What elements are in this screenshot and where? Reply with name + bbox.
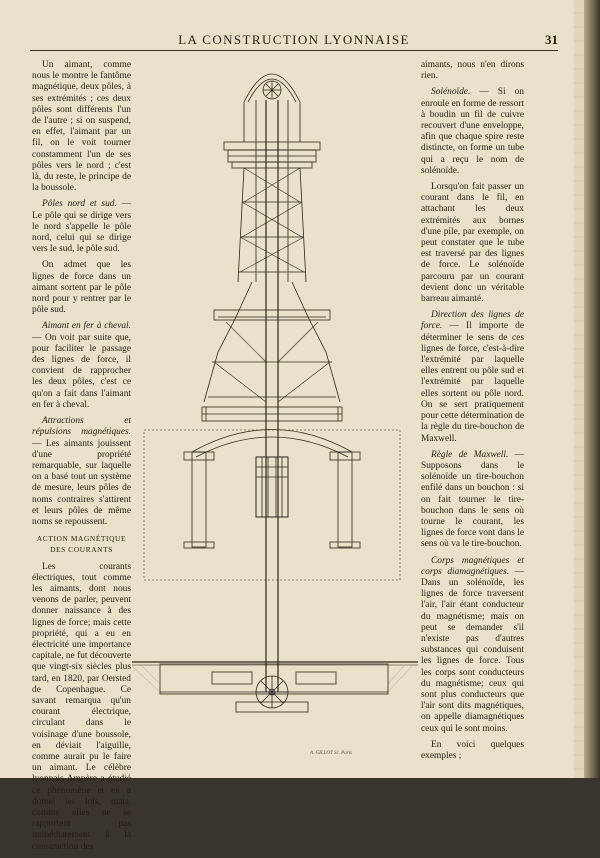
paragraph-body: — Le pôle qui se dirige vers le nord s'appelle le pôle nord, celui qui se dirige vers le sud, le pôle sud. xyxy=(32,199,131,255)
right-text-column xyxy=(421,60,524,767)
paragraph xyxy=(32,416,131,528)
paragraph-lead: Pôles nord et sud. xyxy=(42,199,117,210)
paragraph-lead: Aimant en fer à cheval. xyxy=(42,321,131,332)
paragraph: On admet que les lignes de force dans un aimant sortent par le pôle nord pour y rentrer par le pôle sud. xyxy=(32,260,131,316)
paragraph xyxy=(32,199,131,255)
paragraph: Un aimant, comme nous le montre le fantôme magnétique, deux pôles, à ses extrémités ; ces deux pôles sont différents l'un de l'autre ; si on suspend, en effet, l'aimant par un fil, on le voit tourner constamment l'un de ses pôles vers le nord ; c'est là, du reste, le principe de la boussole. xyxy=(32,60,131,194)
paragraph-body: — Il importe de déterminer le sens de ces lignes de force, c'est-à-dire l'extrémité par laquelle elles entrent ou pôle sud et l'extrémité par laquelle elles sortent ou pôle nord. On se sert pratiquement pour cette détermination de la règle du tire-bouchon de Maxwell. xyxy=(421,321,524,444)
paragraph-lead: Direction des lignes de force. xyxy=(421,310,524,332)
paragraph-body: — On voit par suite que, pour faciliter le passage des lignes de force, il convient de rapprocher les deux pôles, c'est ce qu'on a fait dans l'aimant en fer à cheval. xyxy=(32,332,131,410)
paragraph: En voici quelques exemples ; xyxy=(421,739,524,761)
tower-elevation-figure xyxy=(132,52,418,756)
paragraph-body: — Dans un solénoïde, les lignes de force traversent l'air, l'air étant conducteur du magnétisme; mais on peut se demander s'il n'existe pas d'autres substances qui conduisent les lignes de force. Tous les corps sont conducteurs du magnétisme; ceux qui sont plus conducteurs que l'air sont dits magnétiques, on appelle diamagnétiques ceux qui le sont moins. xyxy=(421,566,525,734)
paragraph xyxy=(32,321,131,411)
paragraph-lead: Règle de Maxwell. xyxy=(431,449,509,460)
page-header xyxy=(30,30,558,51)
paragraph-body: — Si on enroule en forme de ressort à boudin un fil de cuivre recouvert d'une enveloppe, afin que chaque spire reste distincte, on forme un tube qui a reçu le nom de solénoïde. xyxy=(421,87,524,176)
paragraph-lead: Corps magnétiques et corps diamagnétiques. xyxy=(421,555,524,577)
engraver-signature: A. GILLOT Sc. Paris xyxy=(310,751,352,756)
paragraph-lead: Attractions et répulsions magnétiques. xyxy=(32,416,131,438)
paragraph: aimants, nous n'en dirons rien. xyxy=(421,60,524,82)
paragraph: Les courants électriques, tout comme les aimants, dont nous venons de parler, peuvent donner naissance à des lignes de force; mais cette propriété, qui a eu en électricité une importance capitale, ne fut découverte que vingt-six siècles plus tard, en 1820, par Oersted de Copenhague. Ce savant remarqua qu'un courant électrique, circulant dans le voisinage d'une boussole, en déviait l'aiguille, comme aurait pu le faire un aimant. Le célèbre lyonnais Ampère a étudié ce phénomène et en a donné les lois; mais, comme elles ne se rapportent pas immédiatement à la construction des xyxy=(32,561,131,852)
page-edge-shadow xyxy=(574,0,584,778)
paragraph xyxy=(421,87,524,177)
paragraph xyxy=(421,556,524,735)
left-text-column xyxy=(32,60,131,858)
paragraph xyxy=(421,450,524,551)
tower-engraving xyxy=(132,52,418,722)
page-number: 31 xyxy=(545,32,558,47)
paragraph xyxy=(421,310,524,444)
paragraph: Lorsqu'on fait passer un courant dans le fil, en attachant les deux extrémités aux bornes d'une pile, par exemple, on peut constater que le tube est traversé par des lignes de force. Le solénoïde parcouru par un courant devient donc un véritable barreau aimanté. xyxy=(421,182,524,305)
section-heading: ACTION MAGNÉTIQUE DES COURANTS xyxy=(36,534,127,555)
paragraph-body: — Supposons dans le solénoïde un tire-bouchon enfilé dans un bouchon : si on fait tourner le tire-bouchon dans le sens où tourne le courant, les lignes de force vont dans le sens où va le tire-bouchon. xyxy=(421,449,524,550)
paragraph-body: — Les aimants jouissent d'une propriété remarquable, sur laquelle on a basé tout un système de mesure, leurs pôles de noms contraires s'attirent et leurs pôles de même noms se repoussent. xyxy=(32,438,131,527)
running-title: LA CONSTRUCTION LYONNAISE xyxy=(178,32,410,47)
paragraph-lead: Solénoïde. xyxy=(431,87,471,98)
book-binding-edge xyxy=(584,0,600,778)
